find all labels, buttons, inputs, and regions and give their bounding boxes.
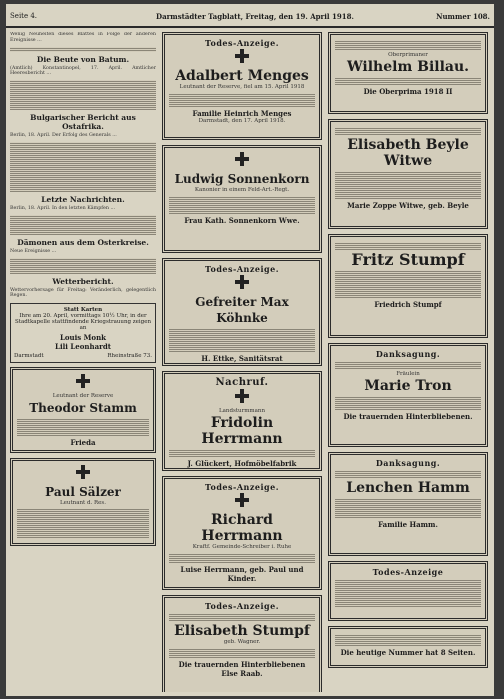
page-count-text: Die heutige Nummer hat 8 Seiten.	[340, 648, 476, 657]
obituary-koehnke	[162, 258, 322, 366]
ad-name: Marie Tron	[364, 377, 452, 394]
ad-foot: Die Oberprima 1918 II	[363, 86, 453, 96]
text-lines	[169, 196, 315, 214]
text-lines	[169, 449, 315, 457]
ad-foot: Friedrich Stumpf	[374, 300, 442, 309]
text-lines	[169, 648, 315, 658]
ad-title: Danksagung.	[375, 458, 441, 468]
intro-text: Wenig Neuheiten dieses Blattes in Folge der anderen Ereignisse ...	[10, 32, 156, 43]
box-place-right: Rheinstraße 73.	[107, 353, 152, 360]
text-lines	[10, 47, 156, 52]
heading-batum: Die Beute von Batum.	[36, 54, 130, 64]
ad-name: Elisabeth Stumpf	[174, 623, 310, 639]
thanks-hamm	[328, 452, 488, 556]
ad-sub: Leutnant d. Res.	[60, 499, 106, 506]
page-header	[6, 4, 494, 28]
iron-cross-icon	[235, 493, 249, 507]
text-lines	[17, 418, 149, 436]
iron-cross-icon	[76, 374, 90, 388]
text-lines	[335, 270, 481, 298]
ad-sub: Leutnant der Reserve, fiel am 15. April 1918	[179, 84, 305, 90]
text-ostafrika: Berlin, 18. April. Der Erfolg des Generals ...	[10, 133, 117, 139]
obituary-sonnenkorn	[162, 145, 322, 253]
text-lines	[169, 553, 315, 563]
ad-title: Todes-Anzeige.	[204, 38, 280, 48]
obituary-richard-herrmann	[162, 476, 322, 590]
ad-foot-name: Else Raab.	[221, 668, 263, 678]
ad-name: Adalbert Menges	[175, 68, 309, 84]
column-middle	[162, 32, 322, 692]
issue-number: Nummer 108.	[436, 12, 490, 21]
ad-name: Gefreiter Max Köhnke	[195, 295, 289, 325]
ad-foot: Frau Kath. Sonnenkorn Wwe.	[184, 215, 300, 225]
iron-cross-icon	[76, 465, 90, 479]
wedding-announcement	[10, 303, 156, 363]
text-lines	[17, 508, 149, 538]
box-text: Ihre am 20. April, vormittags 10½ Uhr, in der Stadtkapelle stattfindende Kriegstrauung zeigen an	[14, 313, 152, 332]
ad-name: Fridolin Herrmann	[201, 414, 283, 447]
text-osterkreise: Neue Ereignisse ...	[10, 248, 57, 254]
text-lines	[10, 215, 156, 235]
ad-foot: Die trauernden Hinterbliebenen.	[343, 411, 473, 421]
text-lines	[10, 80, 156, 110]
ad-foot: H. Ettke, Sanitätsrat	[201, 354, 283, 363]
ad-name: Fritz Stumpf	[351, 250, 465, 269]
text-batum: (Amtlich) Konstantinopel, 17. April. Amtlicher Heeresbericht ...	[10, 65, 156, 77]
column-left	[10, 32, 156, 692]
ad-title: Todes-Anzeige	[372, 567, 444, 577]
text-lines	[335, 634, 481, 646]
obituary-beyle	[328, 119, 488, 229]
text-lines	[335, 396, 481, 410]
ad-foot: J. Glückert, Hofmöbelfabrik	[187, 458, 297, 468]
ad-sub: geb. Wagner.	[223, 639, 261, 645]
ad-sub: Landsturmmann	[219, 408, 265, 414]
text-lines	[10, 142, 156, 192]
text-lines	[335, 470, 481, 478]
ad-foot: Familie Hamm.	[378, 520, 438, 529]
ad-name: Elisabeth Beyle Witwe	[347, 137, 469, 169]
text-lines	[169, 328, 315, 352]
heading-ostafrika: Bulgarischer Bericht aus Ostafrika.	[30, 113, 136, 132]
ad-name: Lenchen Hamm	[346, 480, 470, 496]
ad-sub: Oberprimaner	[388, 52, 428, 58]
text-lines	[335, 171, 481, 199]
ad-name: Wilhelm Billau.	[346, 58, 470, 75]
ad-sub: Leutnant der Reserve	[52, 393, 114, 400]
text-wetter: Wettervorhersage für Freitag: Veränderlich, gelegentlich Regen.	[10, 287, 156, 299]
obituary-saelzer	[10, 458, 156, 547]
box-place-left: Darmstadt	[14, 353, 44, 360]
iron-cross-icon	[235, 152, 249, 166]
ad-name: Paul Sälzer	[45, 484, 121, 499]
obituary-stumpf	[162, 595, 322, 692]
text-letzte: Berlin, 18. April. In den letzten Kämpfen ...	[10, 205, 116, 211]
column-right	[328, 32, 488, 692]
text-lines	[335, 77, 481, 85]
text-lines	[335, 361, 481, 369]
ad-sub: Fräulein	[396, 371, 420, 377]
ad-foot: Luise Herrmann, geb. Paul und Kinder.	[180, 564, 304, 583]
text-lines	[335, 579, 481, 607]
page-number: Seite 4.	[10, 12, 38, 20]
text-lines	[169, 93, 315, 107]
text-lines	[10, 258, 156, 274]
ad-sub: Kraftf. Gemeinde-Schreiber i. Ruhe	[192, 544, 292, 550]
text-lines	[335, 127, 481, 135]
obituary-fridolin-herrmann	[162, 371, 322, 471]
ad-name: Richard Herrmann	[201, 512, 283, 544]
ad-title: Todes-Anzeige.	[204, 601, 280, 611]
ad-sub: Kanonier in einem Feld-Art.-Regt.	[194, 187, 290, 193]
newspaper-page	[6, 4, 494, 696]
ad-date: Darmstadt, den 17. April 1918.	[198, 117, 286, 124]
ad-foot: Familie Heinrich Menges	[192, 108, 292, 118]
text-lines	[169, 613, 315, 621]
text-lines	[335, 40, 481, 50]
box-title: Statt Karten	[63, 307, 103, 314]
notice-block	[328, 561, 488, 621]
text-lines	[335, 498, 481, 518]
ad-foot: Marie Zoppe Witwe, geb. Beyle	[347, 201, 469, 210]
heading-letzte: Letzte Nachrichten.	[41, 194, 125, 204]
paper-title: Darmstädter Tagblatt, Freitag, den 19. April 1918.	[156, 12, 354, 21]
page-count-notice	[328, 626, 488, 668]
heading-wetter: Wetterbericht.	[52, 276, 114, 286]
ad-title: Todes-Anzeige.	[204, 482, 280, 492]
ad-title: Todes-Anzeige.	[204, 264, 280, 274]
text-lines	[335, 242, 481, 250]
heading-osterkreise: Dämonen aus dem Osterkreise.	[17, 237, 149, 247]
bride-name: Lili Leonhardt	[55, 342, 111, 352]
ad-name: Ludwig Sonnenkorn	[174, 172, 310, 186]
ad-name: Theodor Stamm	[29, 400, 137, 415]
obituary-stamm	[10, 367, 156, 453]
groom-name: Louis Monk	[59, 333, 107, 343]
ad-foot: Die trauernden Hinterbliebenen	[178, 659, 306, 669]
ad-foot: Frieda	[70, 437, 96, 447]
iron-cross-icon	[235, 389, 249, 403]
ad-title: Nachruf.	[215, 377, 269, 388]
thanks-tron	[328, 343, 488, 447]
ad-title: Danksagung.	[375, 349, 441, 359]
obituary-menges	[162, 32, 322, 140]
obituary-fritz-stumpf	[328, 234, 488, 338]
obituary-billau	[328, 32, 488, 114]
iron-cross-icon	[235, 275, 249, 289]
iron-cross-icon	[235, 49, 249, 63]
